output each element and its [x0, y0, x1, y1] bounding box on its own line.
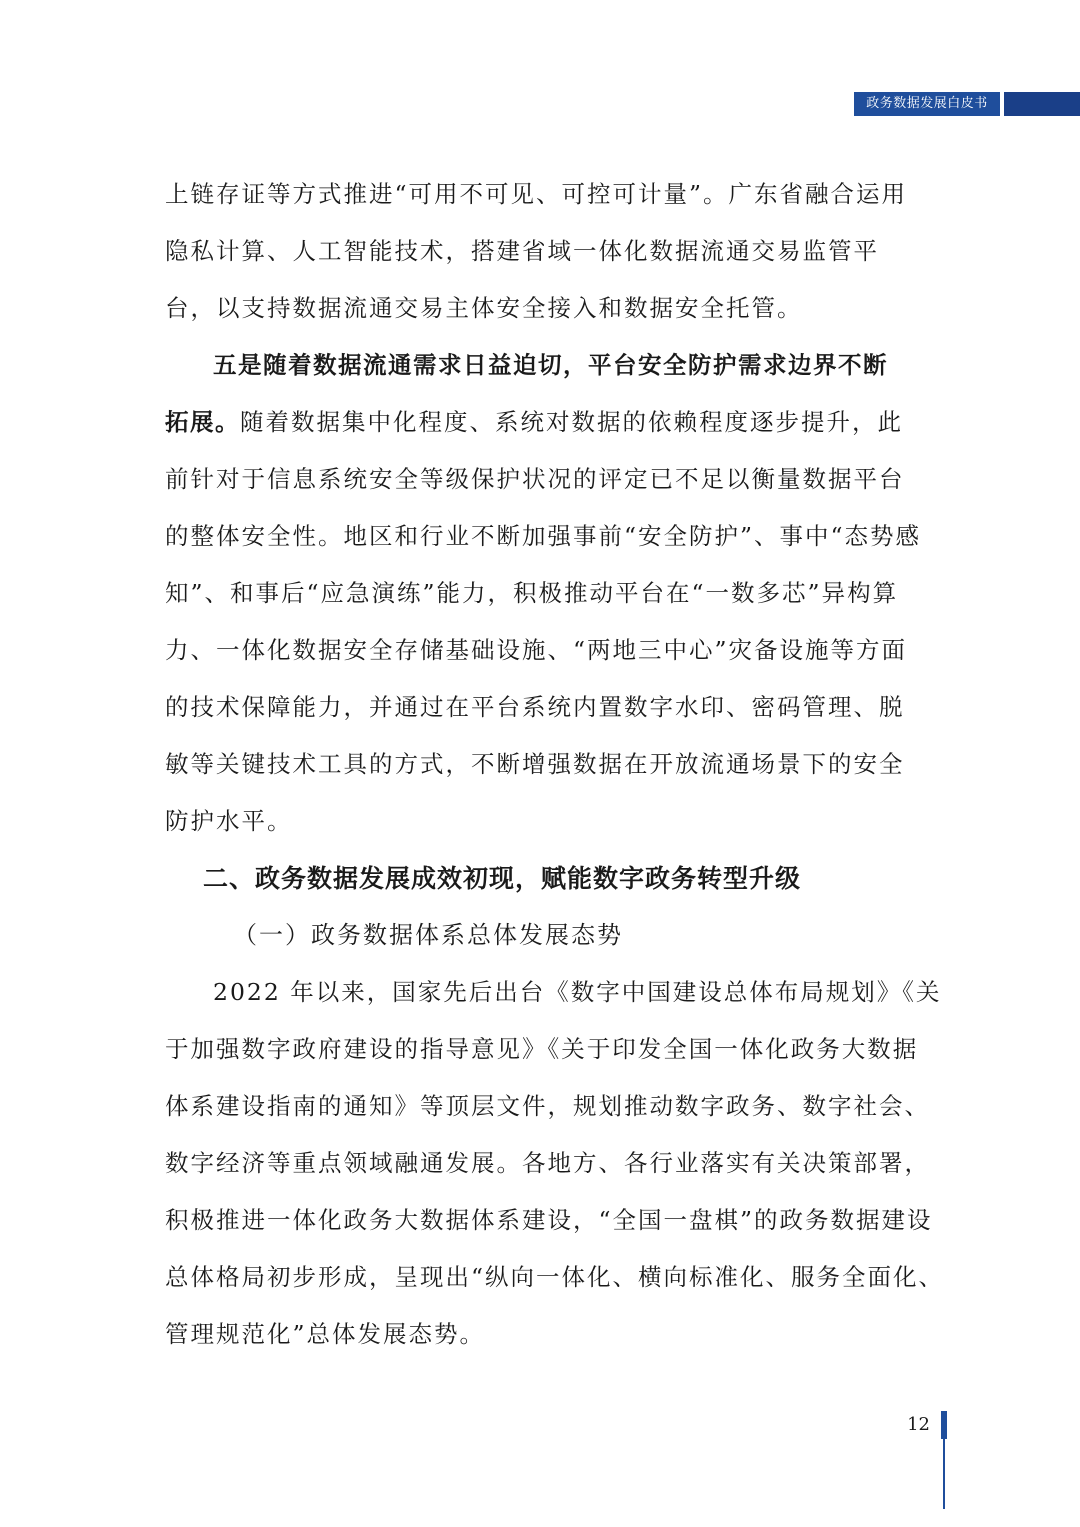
paragraph-text: 随着数据集中化程度、系统对数据的依赖程度逐步提升，此 — [240, 408, 903, 436]
paragraph-line: 总体格局初步形成，呈现出“纵向一体化、横向标准化、服务全面化、 — [165, 1263, 945, 1291]
paragraph-line: 的整体安全性。地区和行业不断加强事前“安全防护”、事中“态势感 — [165, 522, 922, 550]
paragraph-line: 的技术保障能力，并通过在平台系统内置数字水印、密码管理、脱 — [165, 693, 905, 721]
section-heading: 二、政务数据发展成效初现，赋能数字政务转型升级 — [203, 864, 802, 893]
header-accent-bar — [1004, 92, 1080, 116]
paragraph-line: 敏等关键技术工具的方式，不断增强数据在开放流通场景下的安全 — [165, 750, 905, 778]
footer-accent-line — [943, 1439, 945, 1509]
paragraph-line: 上链存证等方式推进“可用不可见、可控可计量”。广东省融合运用 — [165, 180, 908, 208]
paragraph-line: 2022 年以来，国家先后出台《数字中国建设总体布局规划》《关 — [213, 978, 942, 1006]
paragraph-line: 体系建设指南的通知》等顶层文件，规划推动数字政务、数字社会、 — [165, 1092, 930, 1120]
paragraph-line: 前针对于信息系统安全等级保护状况的评定已不足以衡量数据平台 — [165, 465, 905, 493]
header-band — [854, 92, 1080, 116]
page-content — [165, 166, 945, 1363]
point-five-heading: 五是随着数据流通需求日益迫切，平台安全防护需求边界不断 — [213, 351, 888, 379]
point-five-heading-end: 拓展。 — [165, 408, 240, 436]
subsection-heading: （一）政务数据体系总体发展态势 — [233, 921, 623, 949]
footer-accent-bar — [941, 1411, 947, 1439]
paragraph-line: 积极推进一体化政务大数据体系建设，“全国一盘棋”的政务数据建设 — [165, 1206, 933, 1234]
paragraph-line: 防护水平。 — [165, 807, 293, 835]
paragraph-line: 知”、和事后“应急演练”能力，积极推动平台在“一数多芯”异构算 — [165, 579, 899, 607]
paragraph-line — [165, 394, 925, 451]
paragraph-line: 数字经济等重点领域融通发展。各地方、各行业落实有关决策部署， — [165, 1149, 930, 1177]
paragraph-line: 管理规范化”总体发展态势。 — [165, 1320, 486, 1348]
paragraph-line: 于加强数字政府建设的指导意见》《关于印发全国一体化政务大数据 — [165, 1035, 919, 1063]
paragraph-line: 隐私计算、人工智能技术，搭建省域一体化数据流通交易监管平 — [165, 237, 879, 265]
paragraph-line: 力、一体化数据安全存储基础设施、“两地三中心”灾备设施等方面 — [165, 636, 908, 664]
paragraph-line: 台，以支持数据流通交易主体安全接入和数据安全托管。 — [165, 294, 803, 322]
page-number: 12 — [907, 1414, 930, 1435]
document-title: 政务数据发展白皮书 — [854, 92, 1000, 116]
